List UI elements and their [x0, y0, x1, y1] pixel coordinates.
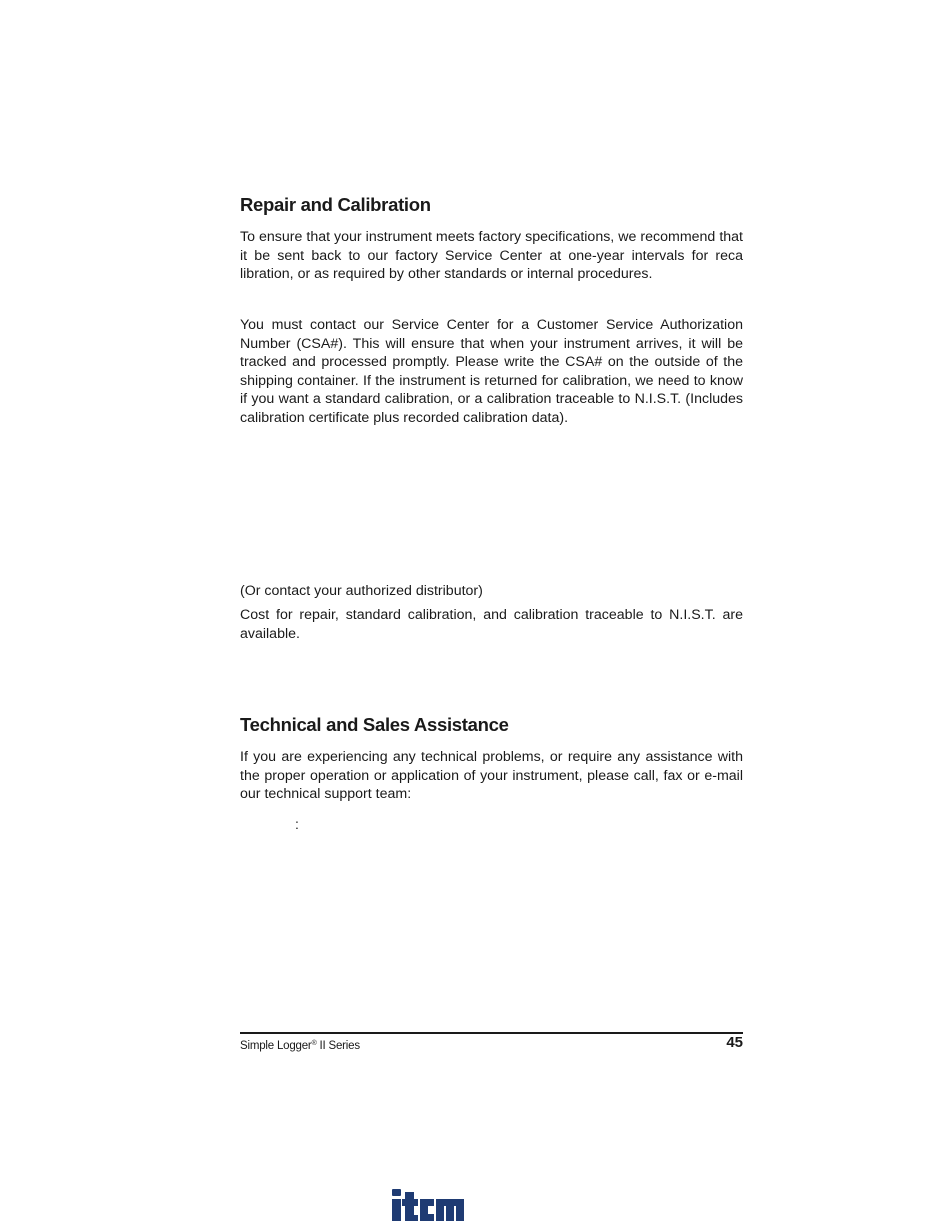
repair-para-2-block: [240, 316, 743, 428]
footer-divider: [240, 1032, 743, 1034]
contact-colon: :: [295, 816, 299, 832]
repair-calibration-section: [240, 194, 743, 216]
itm-logo: [392, 1189, 464, 1221]
cost-note-block: [240, 606, 743, 643]
footer-product-name: [240, 1037, 360, 1053]
distributor-note: (Or contact your authorized distributor): [240, 583, 483, 599]
distributor-note-block: [240, 582, 743, 601]
cost-note: Cost for repair, standard calibration, and calibration traceable to N.I.S.T. are available.: [240, 607, 743, 642]
technical-sales-heading: Technical and Sales Assistance: [240, 714, 509, 735]
repair-paragraph-2: You must contact our Service Center for a Customer Service Authorization Number (CSA#). This will ensure that when your instrument arrives, it will be tracked and processed promptly. Please write the CSA# on the outside of the shipping container. If the instrument is returned for calibration, we need to know if you want a standard calibration, or a calibration traceable to N.I.S.T. (Includes calibration certificate plus recorded calibration data).: [240, 317, 743, 426]
registered-mark: ®: [311, 1040, 317, 1047]
technical-sales-section: [240, 714, 743, 736]
footer-product-suffix: II Series: [316, 1040, 360, 1052]
repair-paragraph-1: To ensure that your instrument meets factory specifications, we recommend that it be sent back to our factory Service Center at one-year intervals for reca libration, or as required by other standards or internal procedures.: [240, 229, 743, 283]
technical-para-block: [240, 748, 743, 804]
repair-para-1-block: [240, 228, 743, 284]
technical-paragraph: If you are experiencing any technical problems, or require any assistance with the proper operation or application of your instrument, please call, fax or e-mail our technical support team:: [240, 749, 743, 803]
page-number: 45: [726, 1034, 743, 1051]
repair-calibration-heading: Repair and Calibration: [240, 194, 431, 215]
footer-product-label: Simple Logger: [240, 1040, 312, 1052]
